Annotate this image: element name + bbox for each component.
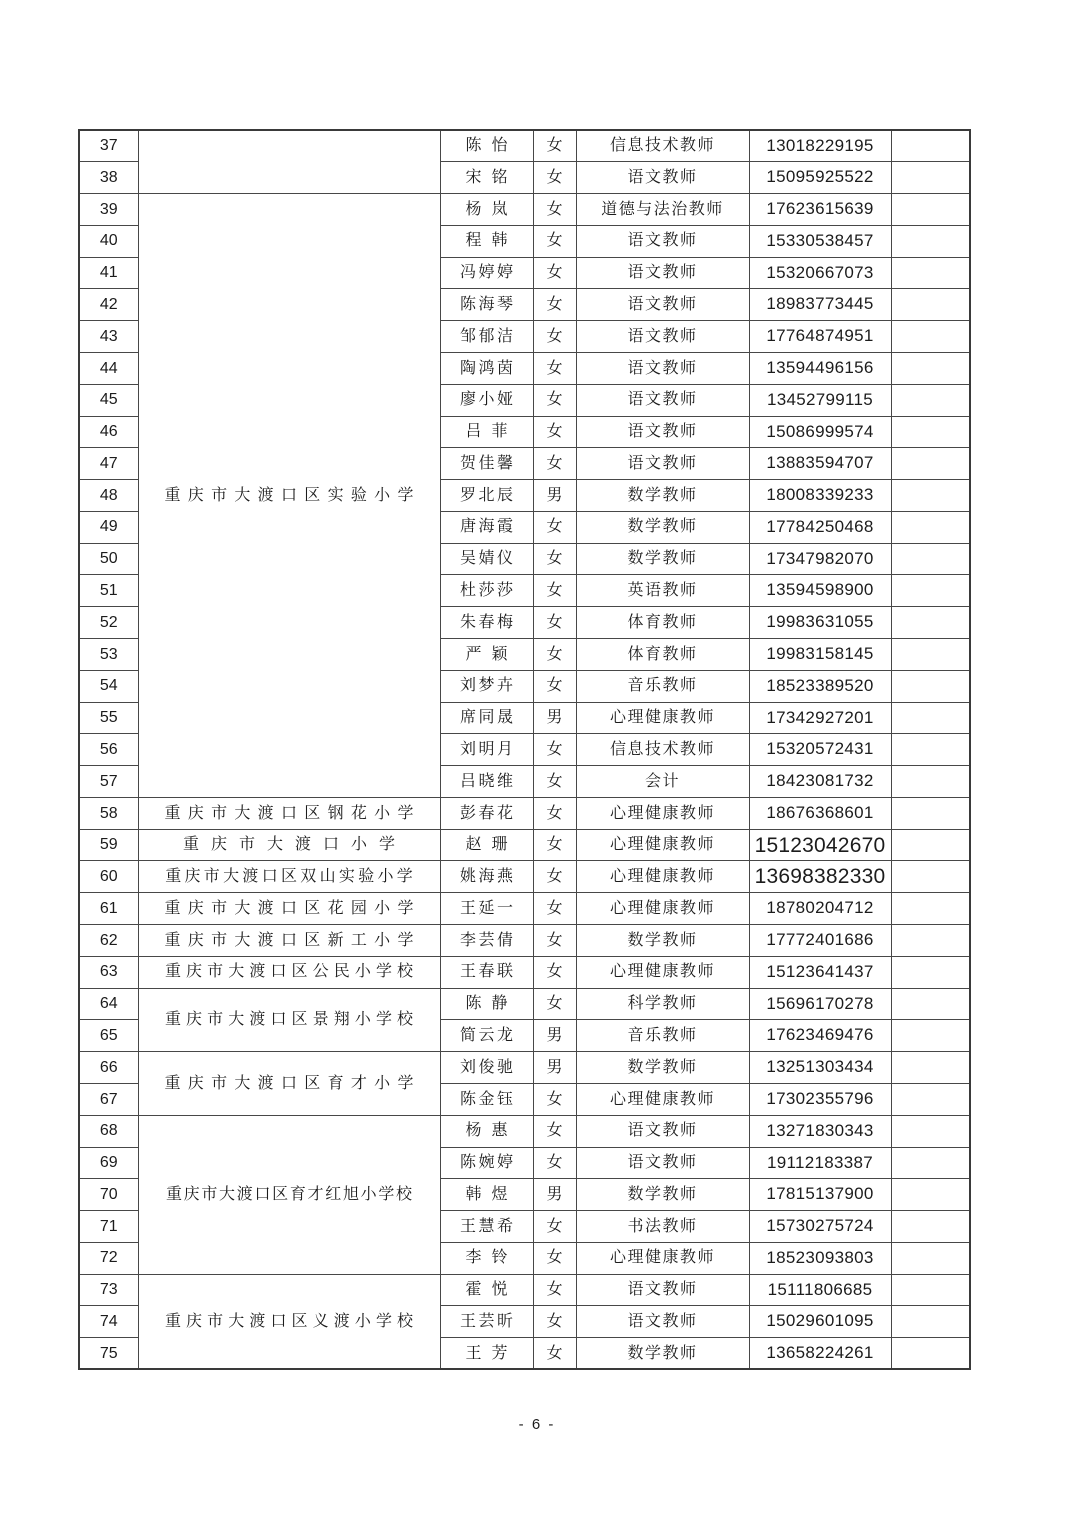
- name-cell: 姚海燕: [440, 861, 533, 893]
- note-cell: [891, 1338, 970, 1370]
- name-cell: 刘俊驰: [440, 1052, 533, 1084]
- position-cell: 心理健康教师: [576, 1083, 749, 1115]
- school-cell: [138, 130, 440, 194]
- note-cell: [891, 1083, 970, 1115]
- school-cell: 重庆市大渡口区景翔小学校: [138, 988, 440, 1052]
- phone-cell: 17784250468: [749, 511, 891, 543]
- page-number: - 6 -: [518, 1416, 556, 1433]
- name-cell: 陈金钰: [440, 1083, 533, 1115]
- gender-cell: 女: [533, 1274, 576, 1306]
- note-cell: [891, 639, 970, 671]
- note-cell: [891, 797, 970, 829]
- phone-cell: 13271830343: [749, 1115, 891, 1147]
- gender-cell: 男: [533, 1052, 576, 1084]
- position-cell: 语文教师: [576, 289, 749, 321]
- row-number-cell: 66: [79, 1052, 138, 1084]
- gender-cell: 女: [533, 352, 576, 384]
- row-number-cell: 39: [79, 194, 138, 226]
- position-cell: 心理健康教师: [576, 797, 749, 829]
- school-cell: 重庆市大渡口小学: [138, 829, 440, 861]
- phone-cell: 17623615639: [749, 194, 891, 226]
- gender-cell: 女: [533, 257, 576, 289]
- phone-cell: 18008339233: [749, 480, 891, 512]
- row-number-cell: 47: [79, 448, 138, 480]
- note-cell: [891, 702, 970, 734]
- gender-cell: 女: [533, 925, 576, 957]
- position-cell: 数学教师: [576, 1338, 749, 1370]
- row-number-cell: 68: [79, 1115, 138, 1147]
- phone-cell: 13594496156: [749, 352, 891, 384]
- row-number-cell: 57: [79, 766, 138, 798]
- name-cell: 刘梦卉: [440, 670, 533, 702]
- name-cell: 吴婧仪: [440, 543, 533, 575]
- school-cell: 重庆市大渡口区义渡小学校: [138, 1274, 440, 1369]
- phone-cell: 17623469476: [749, 1020, 891, 1052]
- school-cell: 重庆市大渡口区新工小学: [138, 925, 440, 957]
- note-cell: [891, 162, 970, 194]
- gender-cell: 女: [533, 1147, 576, 1179]
- row-number-cell: 44: [79, 352, 138, 384]
- school-cell: 重庆市大渡口区实验小学: [138, 194, 440, 798]
- position-cell: 音乐教师: [576, 1020, 749, 1052]
- gender-cell: 女: [533, 766, 576, 798]
- note-cell: [891, 321, 970, 353]
- school-cell: 重庆市大渡口区花园小学: [138, 893, 440, 925]
- phone-cell: 19983631055: [749, 607, 891, 639]
- phone-cell: 13251303434: [749, 1052, 891, 1084]
- name-cell: 罗北辰: [440, 480, 533, 512]
- name-cell: 杜莎莎: [440, 575, 533, 607]
- gender-cell: 女: [533, 448, 576, 480]
- row-number-cell: 65: [79, 1020, 138, 1052]
- row-number-cell: 71: [79, 1211, 138, 1243]
- position-cell: 语文教师: [576, 1115, 749, 1147]
- gender-cell: 女: [533, 416, 576, 448]
- row-number-cell: 41: [79, 257, 138, 289]
- gender-cell: 女: [533, 639, 576, 671]
- school-cell: 重庆市大渡口区育才小学: [138, 1052, 440, 1116]
- table-row: [79, 956, 970, 988]
- position-cell: 心理健康教师: [576, 956, 749, 988]
- row-number-cell: 38: [79, 162, 138, 194]
- phone-cell: 18423081732: [749, 766, 891, 798]
- name-cell: 王延一: [440, 893, 533, 925]
- gender-cell: 女: [533, 1338, 576, 1370]
- school-cell: 重庆市大渡口区育才红旭小学校: [138, 1115, 440, 1274]
- name-cell: 朱春梅: [440, 607, 533, 639]
- name-cell: 霍悦: [440, 1274, 533, 1306]
- phone-cell: 15086999574: [749, 416, 891, 448]
- note-cell: [891, 988, 970, 1020]
- note-cell: [891, 766, 970, 798]
- row-number-cell: 54: [79, 670, 138, 702]
- phone-cell: 18523389520: [749, 670, 891, 702]
- note-cell: [891, 670, 970, 702]
- row-number-cell: 75: [79, 1338, 138, 1370]
- row-number-cell: 51: [79, 575, 138, 607]
- row-number-cell: 52: [79, 607, 138, 639]
- note-cell: [891, 130, 970, 162]
- school-cell: 重庆市大渡口区双山实验小学: [138, 861, 440, 893]
- note-cell: [891, 893, 970, 925]
- gender-cell: 女: [533, 861, 576, 893]
- position-cell: 道德与法治教师: [576, 194, 749, 226]
- note-cell: [891, 1147, 970, 1179]
- position-cell: 会计: [576, 766, 749, 798]
- table-row: [79, 829, 970, 861]
- school-cell: 重庆市大渡口区钢花小学: [138, 797, 440, 829]
- position-cell: 信息技术教师: [576, 130, 749, 162]
- name-cell: 简云龙: [440, 1020, 533, 1052]
- row-number-cell: 42: [79, 289, 138, 321]
- name-cell: 李芸倩: [440, 925, 533, 957]
- name-cell: 杨岚: [440, 194, 533, 226]
- phone-cell: 19112183387: [749, 1147, 891, 1179]
- gender-cell: 女: [533, 194, 576, 226]
- name-cell: 王芸昕: [440, 1306, 533, 1338]
- position-cell: 科学教师: [576, 988, 749, 1020]
- row-number-cell: 48: [79, 480, 138, 512]
- gender-cell: 男: [533, 702, 576, 734]
- phone-cell: 13658224261: [749, 1338, 891, 1370]
- position-cell: 体育教师: [576, 639, 749, 671]
- name-cell: 廖小娅: [440, 384, 533, 416]
- table-row: [79, 194, 970, 226]
- phone-cell: 15123042670: [749, 829, 891, 861]
- phone-cell: 15696170278: [749, 988, 891, 1020]
- note-cell: [891, 384, 970, 416]
- name-cell: 席同晟: [440, 702, 533, 734]
- gender-cell: 女: [533, 1083, 576, 1115]
- gender-cell: 女: [533, 893, 576, 925]
- gender-cell: 女: [533, 162, 576, 194]
- row-number-cell: 59: [79, 829, 138, 861]
- name-cell: 王慧希: [440, 1211, 533, 1243]
- name-cell: 陈怡: [440, 130, 533, 162]
- gender-cell: 女: [533, 575, 576, 607]
- row-number-cell: 74: [79, 1306, 138, 1338]
- name-cell: 陈婉婷: [440, 1147, 533, 1179]
- gender-cell: 男: [533, 480, 576, 512]
- phone-cell: 19983158145: [749, 639, 891, 671]
- position-cell: 音乐教师: [576, 670, 749, 702]
- row-number-cell: 61: [79, 893, 138, 925]
- phone-cell: 15095925522: [749, 162, 891, 194]
- phone-cell: 15123641437: [749, 956, 891, 988]
- note-cell: [891, 194, 970, 226]
- position-cell: 语文教师: [576, 1306, 749, 1338]
- row-number-cell: 55: [79, 702, 138, 734]
- name-cell: 程韩: [440, 225, 533, 257]
- teachers-table: [78, 129, 971, 1370]
- row-number-cell: 67: [79, 1083, 138, 1115]
- note-cell: [891, 289, 970, 321]
- position-cell: 语文教师: [576, 1274, 749, 1306]
- row-number-cell: 43: [79, 321, 138, 353]
- table-row: [79, 130, 970, 162]
- position-cell: 语文教师: [576, 416, 749, 448]
- position-cell: 数学教师: [576, 511, 749, 543]
- name-cell: 王芳: [440, 1338, 533, 1370]
- position-cell: 英语教师: [576, 575, 749, 607]
- row-number-cell: 50: [79, 543, 138, 575]
- row-number-cell: 46: [79, 416, 138, 448]
- gender-cell: 男: [533, 1179, 576, 1211]
- gender-cell: 女: [533, 956, 576, 988]
- table-row: [79, 797, 970, 829]
- row-number-cell: 60: [79, 861, 138, 893]
- table-row: [79, 1115, 970, 1147]
- position-cell: 数学教师: [576, 925, 749, 957]
- phone-cell: 13452799115: [749, 384, 891, 416]
- gender-cell: 女: [533, 607, 576, 639]
- name-cell: 唐海霞: [440, 511, 533, 543]
- table-row: [79, 1274, 970, 1306]
- note-cell: [891, 416, 970, 448]
- note-cell: [891, 956, 970, 988]
- note-cell: [891, 734, 970, 766]
- position-cell: 信息技术教师: [576, 734, 749, 766]
- row-number-cell: 45: [79, 384, 138, 416]
- name-cell: 贺佳馨: [440, 448, 533, 480]
- gender-cell: 女: [533, 797, 576, 829]
- position-cell: 语文教师: [576, 225, 749, 257]
- gender-cell: 女: [533, 321, 576, 353]
- position-cell: 心理健康教师: [576, 861, 749, 893]
- phone-cell: 15320572431: [749, 734, 891, 766]
- table-row: [79, 988, 970, 1020]
- note-cell: [891, 448, 970, 480]
- note-cell: [891, 480, 970, 512]
- phone-cell: 17342927201: [749, 702, 891, 734]
- row-number-cell: 73: [79, 1274, 138, 1306]
- phone-cell: 13698382330: [749, 861, 891, 893]
- note-cell: [891, 1211, 970, 1243]
- gender-cell: 女: [533, 130, 576, 162]
- note-cell: [891, 829, 970, 861]
- position-cell: 语文教师: [576, 384, 749, 416]
- position-cell: 语文教师: [576, 352, 749, 384]
- position-cell: 语文教师: [576, 321, 749, 353]
- gender-cell: 女: [533, 988, 576, 1020]
- row-number-cell: 69: [79, 1147, 138, 1179]
- row-number-cell: 62: [79, 925, 138, 957]
- note-cell: [891, 1052, 970, 1084]
- gender-cell: 女: [533, 543, 576, 575]
- name-cell: 赵珊: [440, 829, 533, 861]
- phone-cell: 18676368601: [749, 797, 891, 829]
- name-cell: 彭春花: [440, 797, 533, 829]
- gender-cell: 女: [533, 734, 576, 766]
- gender-cell: 女: [533, 511, 576, 543]
- name-cell: 冯婷婷: [440, 257, 533, 289]
- position-cell: 书法教师: [576, 1211, 749, 1243]
- note-cell: [891, 1242, 970, 1274]
- school-cell: 重庆市大渡口区公民小学校: [138, 956, 440, 988]
- table-row: [79, 925, 970, 957]
- phone-cell: 15029601095: [749, 1306, 891, 1338]
- row-number-cell: 58: [79, 797, 138, 829]
- row-number-cell: 56: [79, 734, 138, 766]
- gender-cell: 女: [533, 670, 576, 702]
- phone-cell: 17772401686: [749, 925, 891, 957]
- gender-cell: 女: [533, 1242, 576, 1274]
- name-cell: 严颖: [440, 639, 533, 671]
- table-row: [79, 1052, 970, 1084]
- note-cell: [891, 1020, 970, 1052]
- gender-cell: 女: [533, 289, 576, 321]
- phone-cell: 13594598900: [749, 575, 891, 607]
- position-cell: 数学教师: [576, 543, 749, 575]
- position-cell: 数学教师: [576, 480, 749, 512]
- name-cell: 邹郁洁: [440, 321, 533, 353]
- phone-cell: 13883594707: [749, 448, 891, 480]
- note-cell: [891, 861, 970, 893]
- name-cell: 韩煜: [440, 1179, 533, 1211]
- phone-cell: 18983773445: [749, 289, 891, 321]
- name-cell: 杨惠: [440, 1115, 533, 1147]
- phone-cell: 17302355796: [749, 1083, 891, 1115]
- name-cell: 吕菲: [440, 416, 533, 448]
- name-cell: 李铃: [440, 1242, 533, 1274]
- name-cell: 吕晓维: [440, 766, 533, 798]
- row-number-cell: 53: [79, 639, 138, 671]
- position-cell: 心理健康教师: [576, 1242, 749, 1274]
- note-cell: [891, 607, 970, 639]
- gender-cell: 女: [533, 225, 576, 257]
- gender-cell: 女: [533, 829, 576, 861]
- position-cell: 心理健康教师: [576, 829, 749, 861]
- table-row: [79, 893, 970, 925]
- name-cell: 刘明月: [440, 734, 533, 766]
- name-cell: 陈静: [440, 988, 533, 1020]
- note-cell: [891, 1274, 970, 1306]
- gender-cell: 女: [533, 1115, 576, 1147]
- phone-cell: 15730275724: [749, 1211, 891, 1243]
- note-cell: [891, 1306, 970, 1338]
- row-number-cell: 70: [79, 1179, 138, 1211]
- name-cell: 陈海琴: [440, 289, 533, 321]
- phone-cell: 18780204712: [749, 893, 891, 925]
- phone-cell: 18523093803: [749, 1242, 891, 1274]
- note-cell: [891, 543, 970, 575]
- phone-cell: 17815137900: [749, 1179, 891, 1211]
- row-number-cell: 63: [79, 956, 138, 988]
- table-row: [79, 861, 970, 893]
- position-cell: 心理健康教师: [576, 702, 749, 734]
- note-cell: [891, 257, 970, 289]
- note-cell: [891, 352, 970, 384]
- teachers-table-body: [79, 130, 970, 1369]
- name-cell: 王春联: [440, 956, 533, 988]
- position-cell: 语文教师: [576, 162, 749, 194]
- row-number-cell: 37: [79, 130, 138, 162]
- row-number-cell: 49: [79, 511, 138, 543]
- note-cell: [891, 1115, 970, 1147]
- note-cell: [891, 511, 970, 543]
- name-cell: 陶鸿茵: [440, 352, 533, 384]
- position-cell: 语文教师: [576, 448, 749, 480]
- phone-cell: 17347982070: [749, 543, 891, 575]
- gender-cell: 女: [533, 1211, 576, 1243]
- phone-cell: 15330538457: [749, 225, 891, 257]
- note-cell: [891, 925, 970, 957]
- phone-cell: 13018229195: [749, 130, 891, 162]
- note-cell: [891, 1179, 970, 1211]
- row-number-cell: 72: [79, 1242, 138, 1274]
- phone-cell: 15320667073: [749, 257, 891, 289]
- note-cell: [891, 225, 970, 257]
- note-cell: [891, 575, 970, 607]
- position-cell: 数学教师: [576, 1179, 749, 1211]
- gender-cell: 女: [533, 1306, 576, 1338]
- position-cell: 心理健康教师: [576, 893, 749, 925]
- phone-cell: 15111806685: [749, 1274, 891, 1306]
- gender-cell: 男: [533, 1020, 576, 1052]
- position-cell: 语文教师: [576, 257, 749, 289]
- row-number-cell: 64: [79, 988, 138, 1020]
- position-cell: 数学教师: [576, 1052, 749, 1084]
- position-cell: 体育教师: [576, 607, 749, 639]
- phone-cell: 17764874951: [749, 321, 891, 353]
- gender-cell: 女: [533, 384, 576, 416]
- position-cell: 语文教师: [576, 1147, 749, 1179]
- row-number-cell: 40: [79, 225, 138, 257]
- name-cell: 宋铭: [440, 162, 533, 194]
